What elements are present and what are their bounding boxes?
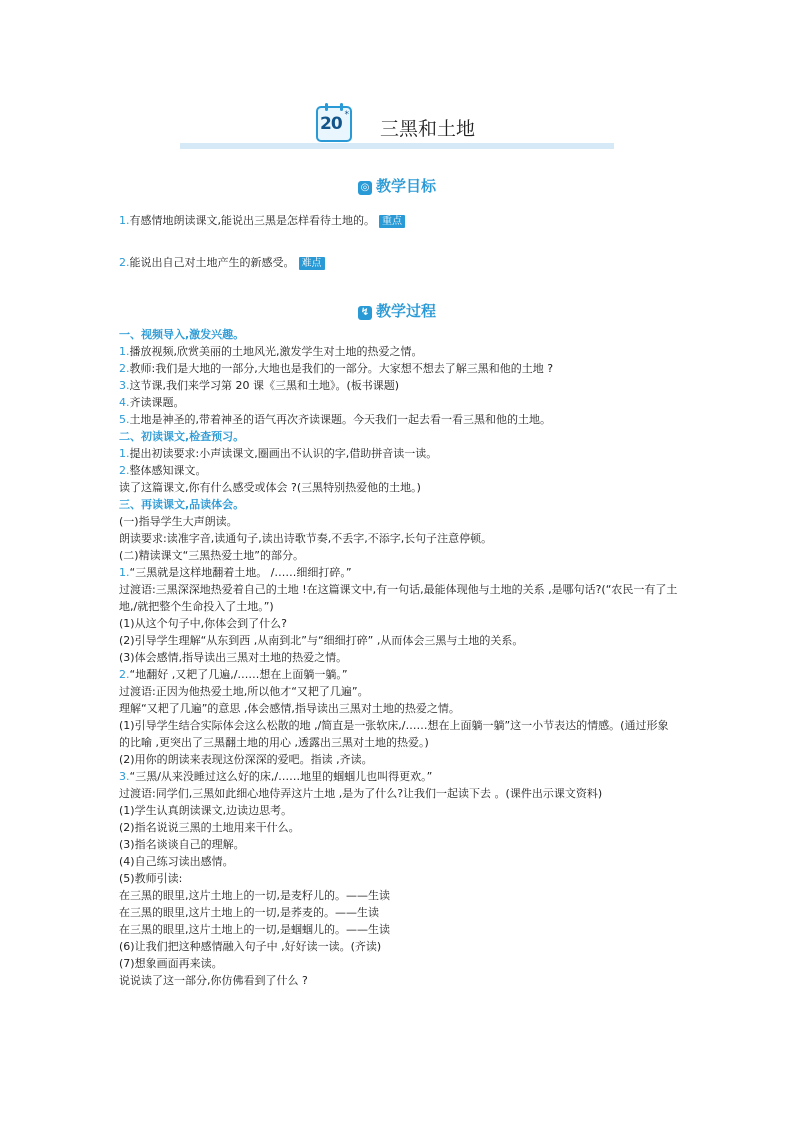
process-line — [119, 904, 679, 921]
process-heading: 一、视频导入,激发兴趣。 — [119, 328, 245, 341]
step-text: (二)精读课文“三黑热爱土地”的部分。 — [119, 549, 304, 562]
process-line — [119, 870, 679, 887]
process-line — [119, 394, 679, 411]
process-line — [119, 717, 679, 751]
teaching-process — [119, 326, 679, 989]
step-text: 过渡语:三黑深深地热爱着自己的土地 !在这篇课文中,有一句话,最能体现他与土地的关系 ,是哪句话?(“农民一有了土地,/就把整个生命投入了土地。”) — [119, 583, 678, 613]
step-number: 1. — [119, 345, 130, 358]
process-line — [119, 683, 679, 700]
goal-number: 1. — [119, 214, 130, 227]
step-text: 齐读课题。 — [129, 396, 185, 409]
process-line — [119, 479, 679, 496]
goal-number: 2. — [119, 256, 130, 269]
step-number: 2. — [119, 464, 130, 477]
step-text: 整体感知课文。 — [129, 464, 207, 477]
step-text: (1)学生认真朗读课文,边读边思考。 — [119, 804, 293, 817]
goal-text: 有感情地朗读课文,能说出三黑是怎样看待土地的。 — [129, 214, 375, 227]
step-text: (一)指导学生大声朗读。 — [119, 515, 238, 528]
step-text: 土地是神圣的,带着神圣的语气再次齐读课题。今天我们一起去看一看三黑和他的土地。 — [129, 413, 551, 426]
step-number: 2. — [119, 362, 130, 375]
process-line — [119, 343, 679, 360]
step-text: 教师:我们是大地的一部分,大地也是我们的一部分。大家想不想去了解三黑和他的土地 ? — [129, 362, 554, 375]
key-point-badge: 重点 — [379, 215, 405, 228]
process-line — [119, 768, 679, 785]
process-line — [119, 819, 679, 836]
process-heading: 三、再读课文,品读体会。 — [119, 498, 245, 511]
process-icon: ↯ — [358, 306, 372, 320]
difficulty-badge: 难点 — [299, 257, 325, 270]
step-text: 在三黑的眼里,这片土地上的一切,是荞麦的。——生读 — [119, 906, 379, 919]
goal-text: 能说出自己对土地产生的新感受。 — [129, 256, 295, 269]
lesson-title: 三黑和土地 — [380, 118, 476, 140]
step-text: 理解“又耙了几遍”的意思 ,体会感情,指导读出三黑对土地的热爱之情。 — [119, 702, 460, 715]
process-line — [119, 955, 679, 972]
process-line — [119, 445, 679, 462]
process-title-text: 教学过程 — [375, 302, 436, 320]
step-number: 4. — [119, 396, 130, 409]
section-process-title — [0, 300, 794, 321]
step-text: (2)用你的朗读来表现这份深深的爱吧。指读 ,齐读。 — [119, 753, 373, 766]
process-line — [119, 853, 679, 870]
step-text: (2)指名说说三黑的土地用来干什么。 — [119, 821, 300, 834]
step-text: 在三黑的眼里,这片土地上的一切,是麦籽儿的。——生读 — [119, 889, 390, 902]
step-text: 播放视频,欣赏美丽的土地风光,激发学生对土地的热爱之情。 — [129, 345, 423, 358]
process-line — [119, 411, 679, 428]
step-text: 说说读了这一部分,你仿佛看到了什么 ? — [119, 974, 308, 987]
process-line — [119, 547, 679, 564]
process-line — [119, 462, 679, 479]
process-line — [119, 513, 679, 530]
step-text: “三黑/从来没睡过这么好的床,/……地里的蝈蝈儿也叫得更欢。” — [129, 770, 433, 783]
lesson-number: 20 — [320, 114, 342, 134]
process-line — [119, 360, 679, 377]
process-line — [119, 887, 679, 904]
target-icon: ◎ — [358, 181, 372, 195]
process-line — [119, 785, 679, 802]
process-line — [119, 632, 679, 649]
step-text: 朗读要求:读准字音,读通句子,读出诗歌节奏,不丢字,不添字,长句子注意停顿。 — [119, 532, 493, 545]
process-line — [119, 700, 679, 717]
step-text: (1)引导学生结合实际体会这么松散的地 ,/简直是一张软床,/……想在上面躺一躺”这一小节表达的情感。(通过形象的比喻 ,更突出了三黑翻土地的用心 ,透露出三黑对土地的热爱。) — [119, 719, 669, 749]
step-number: 2. — [119, 668, 130, 681]
process-line — [119, 938, 679, 955]
step-number: 5. — [119, 413, 130, 426]
header-divider — [180, 143, 614, 149]
goal-item — [119, 254, 325, 270]
process-line — [119, 377, 679, 394]
step-number: 1. — [119, 447, 130, 460]
step-text: (3)指名谈谈自己的理解。 — [119, 838, 245, 851]
process-line — [119, 649, 679, 666]
goals-title-text: 教学目标 — [375, 177, 436, 195]
step-number: 3. — [119, 770, 130, 783]
step-text: 过渡语:同学们,三黑如此细心地侍弄这片土地 ,是为了什么?让我们一起读下去 。(课件出示课文资料) — [119, 787, 603, 800]
step-text: “三黑就是这样地翻着土地。 /……细细打碎。” — [129, 566, 352, 579]
step-text: (5)教师引读: — [119, 872, 183, 885]
process-heading: 二、初读课文,检查预习。 — [119, 430, 245, 443]
step-text: (3)体会感情,指导读出三黑对土地的热爱之情。 — [119, 651, 348, 664]
process-line — [119, 530, 679, 547]
process-line — [119, 564, 679, 581]
step-number: 3. — [119, 379, 130, 392]
calendar-icon — [316, 106, 352, 142]
process-line — [119, 581, 679, 615]
process-line — [119, 972, 679, 989]
process-line — [119, 666, 679, 683]
step-text: (6)让我们把这种感情融入句子中 ,好好读一读。(齐读) — [119, 940, 382, 953]
step-number: 1. — [119, 566, 130, 579]
process-line — [119, 921, 679, 938]
lesson-header — [180, 100, 614, 152]
goal-item — [119, 212, 405, 228]
calendar-ring-right — [340, 103, 343, 111]
step-text: 这节课,我们来学习第 20 课《三黑和土地》。(板书课题) — [129, 379, 400, 392]
calendar-ring-left — [325, 103, 328, 111]
process-line — [119, 836, 679, 853]
step-text: 过渡语:正因为他热爱土地,所以他才“又耙了几遍”。 — [119, 685, 369, 698]
step-text: “地翻好 ,又耙了几遍,/……想在上面躺一躺。” — [129, 668, 348, 681]
step-text: 在三黑的眼里,这片土地上的一切,是蝈蝈儿的。——生读 — [119, 923, 390, 936]
process-line — [119, 751, 679, 768]
step-text: 读了这篇课文,你有什么感受或体会 ?(三黑特别热爱他的土地。) — [119, 481, 421, 494]
step-text: (4)自己练习读出感情。 — [119, 855, 234, 868]
process-line — [119, 615, 679, 632]
step-text: (2)引导学生理解“从东到西 ,从南到北”与“细细打碎” ,从而体会三黑与土地的关系。 — [119, 634, 524, 647]
step-text: (7)想象画面再来读。 — [119, 957, 223, 970]
step-text: (1)从这个句子中,你体会到了什么? — [119, 617, 287, 630]
step-text: 提出初读要求:小声读课文,圈画出不认识的字,借助拼音读一读。 — [129, 447, 438, 460]
lesson-star: * — [344, 110, 349, 120]
process-line — [119, 802, 679, 819]
section-goals-title — [0, 175, 794, 196]
